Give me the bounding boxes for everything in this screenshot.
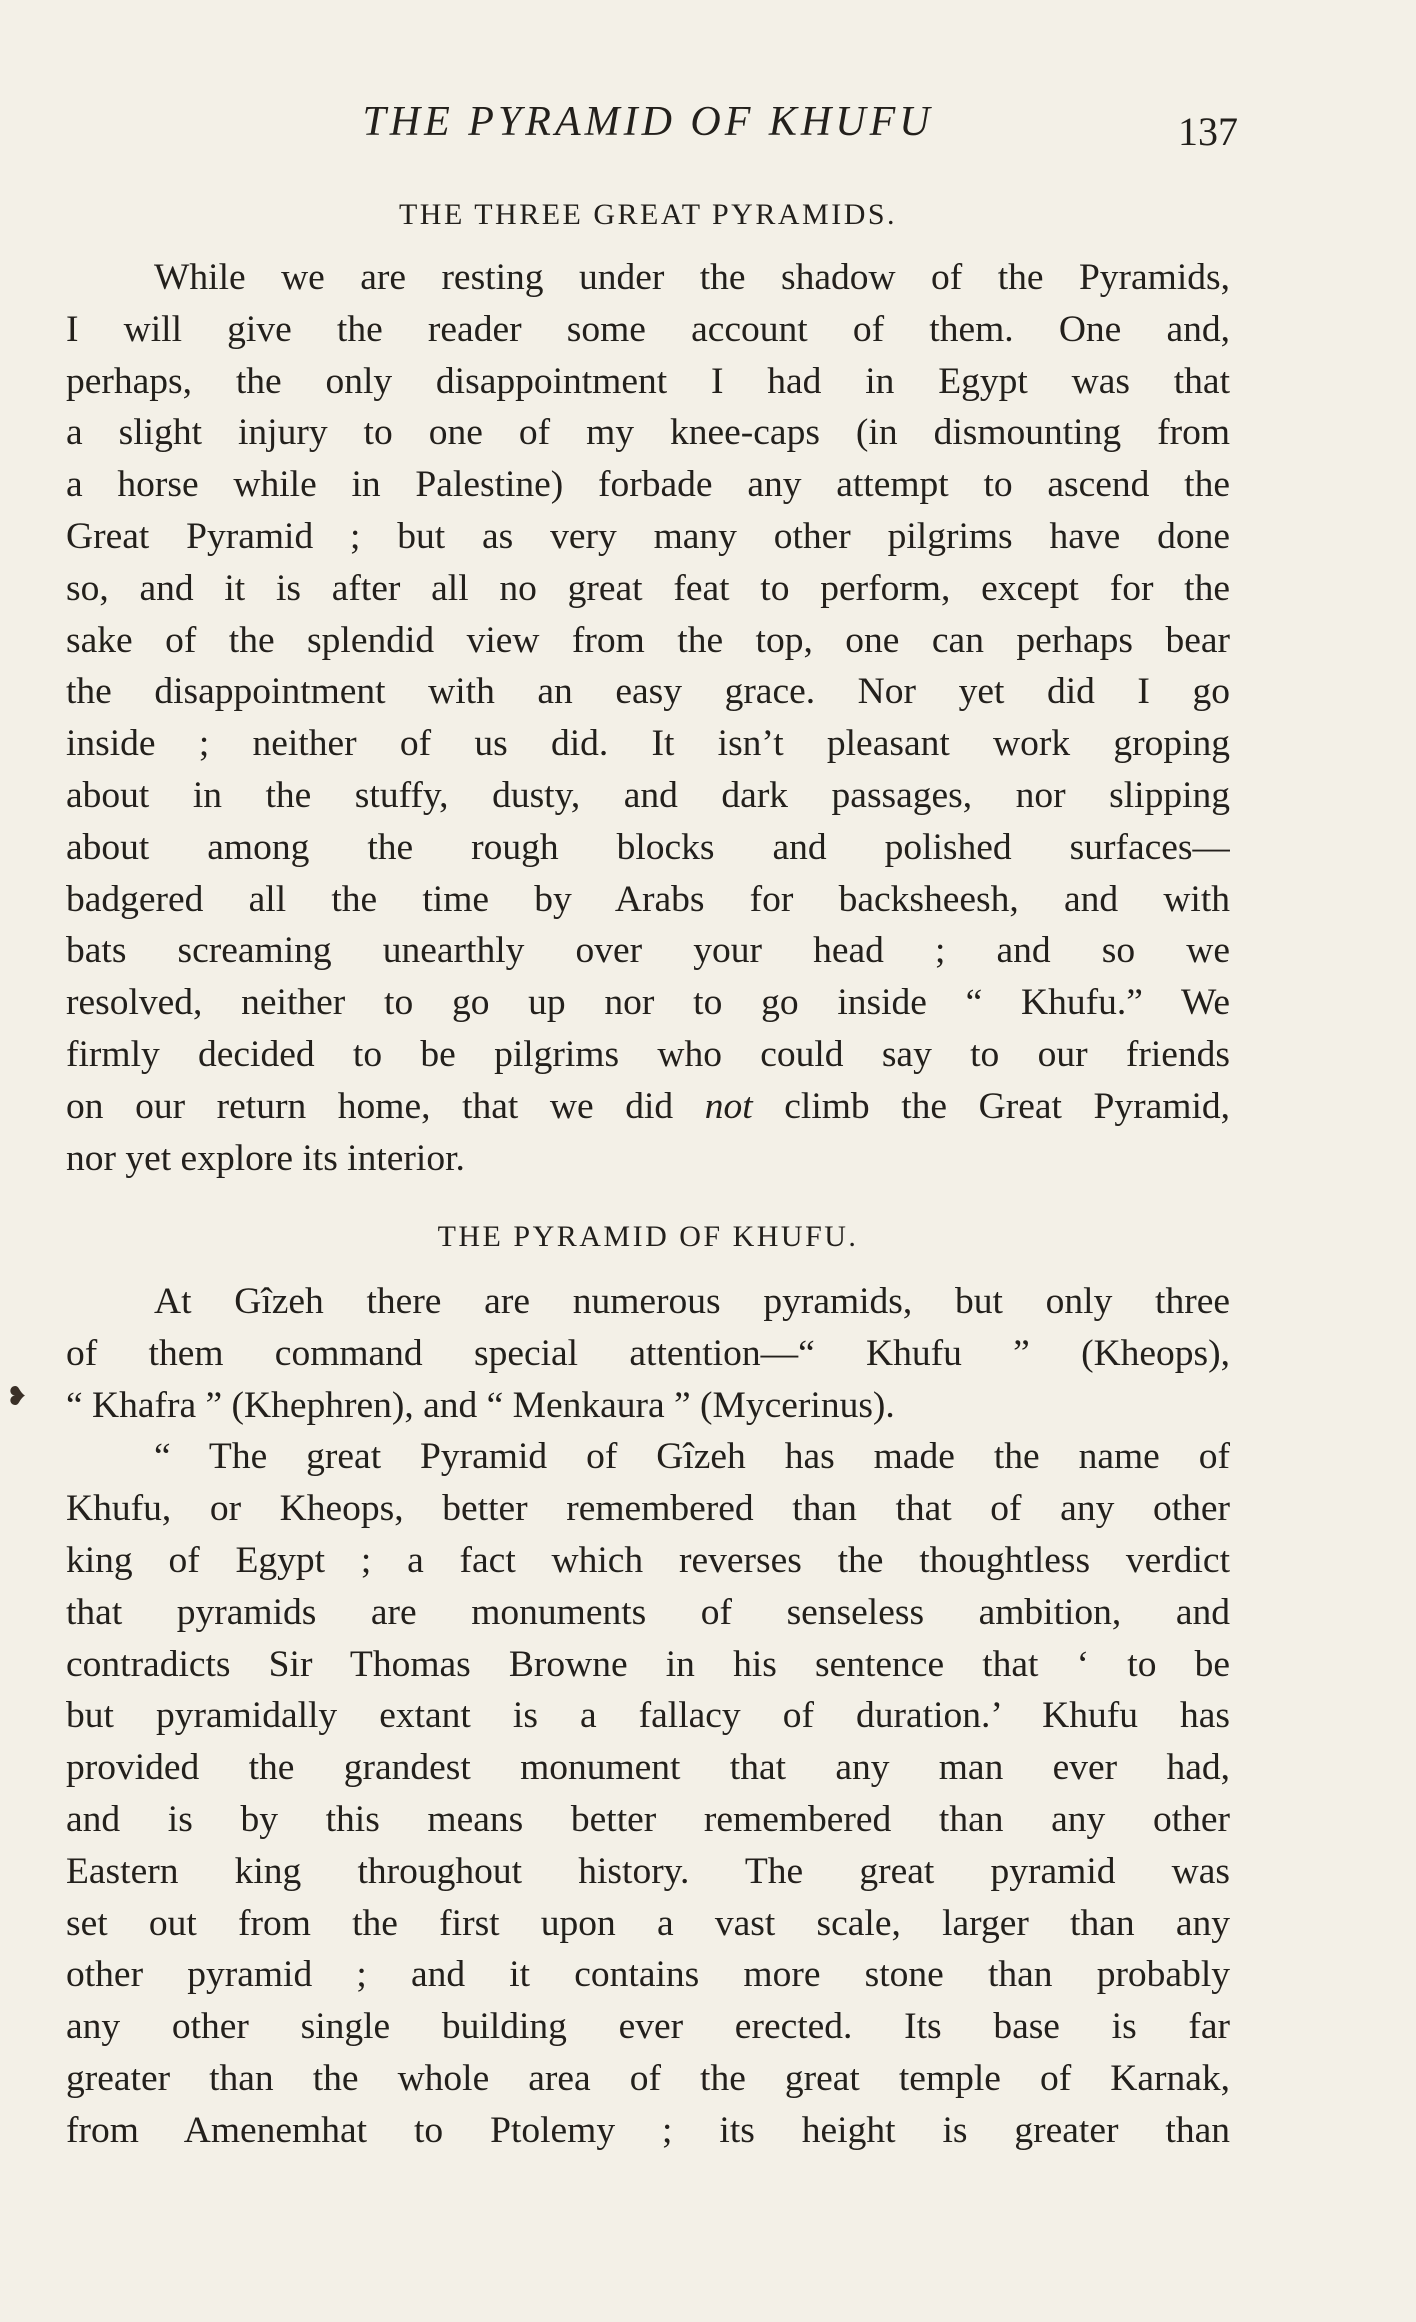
text-line: While we are resting under the shadow of the Pyramids, — [154, 257, 1230, 298]
page-number: 137 — [1178, 109, 1238, 154]
text-line: Khufu, or Kheops, better remembered than that of any other — [66, 1488, 1230, 1530]
text-line: from Amenemhat to Ptolemy ; its height is greater than — [66, 2109, 1230, 2151]
text-line: Eastern king throughout history. The great pyramid was — [66, 1850, 1230, 1892]
text-segment: climb the Great Pyramid, — [752, 1085, 1230, 1127]
text-line: but pyramidally extant is a fallacy of duration.’ Khufu has — [66, 1695, 1230, 1737]
text-line: bats screaming unearthly over your head ; and so we — [66, 930, 1230, 972]
text-line: At Gîzeh there are numerous pyramids, but only three — [154, 1281, 1230, 1322]
emphasis-not: not — [704, 1085, 753, 1127]
paragraph-pyramid-of-khufu — [66, 1276, 1230, 2157]
text-line: other pyramid ; and it contains more stone than probably — [66, 1954, 1230, 1996]
text-line: resolved, neither to go up nor to go inside “ Khufu.” We — [66, 982, 1230, 1024]
running-head — [66, 98, 1238, 158]
text-segment: on our return home, that we did — [66, 1085, 705, 1127]
text-line: Great Pyramid ; but as very many other pilgrims have done — [66, 515, 1230, 557]
section-heading-pyramid-of-khufu: THE PYRAMID OF KHUFU. — [437, 1220, 859, 1253]
text-line: about in the stuffy, dusty, and dark passages, nor slipping — [66, 774, 1230, 816]
text-line: “ Khafra ” (Khephren), and “ Menkaura ” (Mycerinus). — [66, 1384, 895, 1426]
text-line: provided the grandest monument that any man ever had, — [66, 1747, 1230, 1789]
text-line: perhaps, the only disappointment I had in Egypt was that — [66, 360, 1230, 402]
text-line: king of Egypt ; a fact which reverses the thoughtless verdict — [66, 1539, 1230, 1581]
text-line: “ The great Pyramid of Gîzeh has made the name of — [154, 1436, 1230, 1478]
running-title: THE PYRAMID OF KHUFU — [362, 99, 934, 145]
text-line: nor yet explore its interior. — [66, 1137, 465, 1179]
text-line: greater than the whole area of the great temple of Karnak, — [66, 2057, 1230, 2099]
text-line: contradicts Sir Thomas Browne in his sentence that ‘ to be — [66, 1643, 1230, 1685]
text-line: sake of the splendid view from the top, one can perhaps bear — [66, 619, 1230, 661]
text-line: about among the rough blocks and polished surfaces— — [66, 826, 1230, 868]
text-line: that pyramids are monuments of senseless ambition, and — [66, 1591, 1230, 1633]
text-line: the disappointment with an easy grace. Nor yet did I go — [66, 671, 1230, 713]
text-line: inside ; neither of us did. It isn’t pleasant work groping — [66, 723, 1230, 765]
text-line: a slight injury to one of my knee-caps (in dismounting from — [66, 412, 1230, 454]
section-heading-three-great-pyramids: THE THREE GREAT PYRAMIDS. — [398, 198, 898, 231]
text-line: firmly decided to be pilgrims who could say to our friends — [66, 1033, 1230, 1075]
margin-mark-icon: ❥ — [6, 1382, 28, 1411]
text-line: so, and it is after all no great feat to perform, except for the — [66, 567, 1230, 609]
text-line: I will give the reader some account of them. One and, — [66, 308, 1230, 350]
paragraph-three-great-pyramids — [66, 252, 1230, 1184]
text-line-with-emphasis — [66, 1081, 1230, 1133]
text-line: set out from the first upon a vast scale, larger than any — [66, 1902, 1230, 1944]
text-line: any other single building ever erected. Its base is far — [66, 2006, 1230, 2048]
text-line: and is by this means better remembered than any other — [66, 1798, 1230, 1840]
text-line: badgered all the time by Arabs for backsheesh, and with — [66, 878, 1230, 920]
text-line: of them command special attention—“ Khufu ” (Kheops), — [66, 1332, 1230, 1374]
text-line: a horse while in Palestine) forbade any attempt to ascend the — [66, 464, 1230, 506]
